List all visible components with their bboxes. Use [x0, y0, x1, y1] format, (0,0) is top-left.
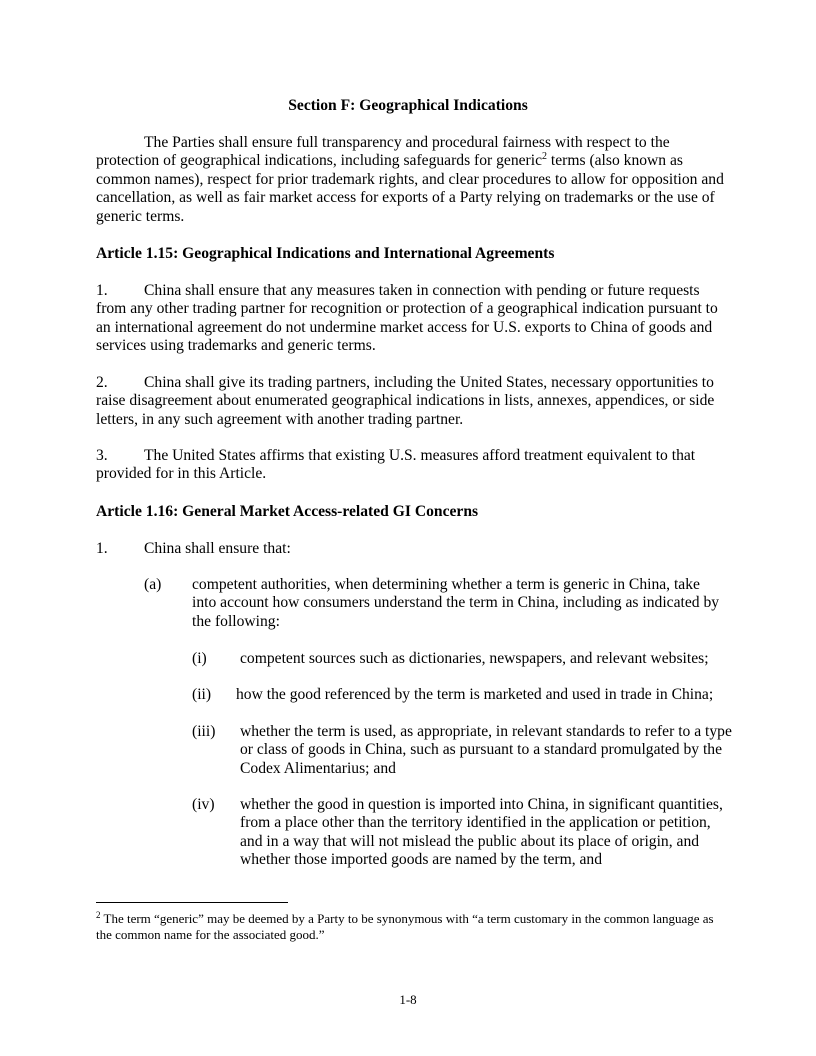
article-1-15-paragraph-3 — [96, 447, 724, 484]
sub-item-i — [192, 650, 732, 668]
paragraph-text: China shall ensure that: — [144, 540, 291, 557]
paragraph-text: The United States affirms that existing U.S. measures afford treatment equivalent to that provided for in this Article. — [96, 447, 696, 483]
paragraph-number: 1. — [96, 540, 108, 557]
sub-item-label: (ii) — [192, 686, 212, 703]
list-item-text: competent authorities, when determining whether a term is generic in China, take into account how consumers understand the term in China, including as indicated by the following: — [192, 576, 720, 630]
paragraph-number: 1. — [96, 282, 108, 299]
footnote — [96, 911, 724, 944]
sub-item-label: (iv) — [192, 796, 215, 813]
sub-item-text: whether the term is used, as appropriate, in relevant standards to refer to a type or class of goods in China, such as pursuant to a standard promulgated by the Codex Alimentarius; and — [240, 723, 732, 777]
paragraph-text: China shall ensure that any measures taken in connection with pending or future requests from any other trading partner for recognition or protection of a geographical indication pursuant to an international agreement do not undermine market access for U.S. exports to China of goods and services using trademarks and generic terms. — [96, 282, 718, 355]
sub-item-iii — [192, 723, 732, 778]
sub-item-text: how the good referenced by the term is marketed and used in trade in China; — [236, 686, 714, 703]
article-1-16-heading: Article 1.16: General Market Access-related GI Concerns — [96, 503, 479, 520]
intro-paragraph — [96, 134, 724, 226]
intro-text-after: terms (also known as common names), respect for prior trademark rights, and clear procedures to allow for opposition and cancellation, as well as fair market access for exports of a Party relying on trademarks or the use of generic terms. — [96, 152, 724, 225]
sub-item-text: whether the good in question is imported into China, in significant quantities, from a place other than the territory identified in the application or petition, and in a way that will not mislead the public about its place of origin, and whether those imported goods are named by the term, and — [240, 796, 723, 869]
sub-item-label: (iii) — [192, 723, 216, 740]
article-1-15-paragraph-2 — [96, 374, 724, 429]
footnote-separator — [96, 902, 288, 903]
page-number: 1-8 — [399, 992, 417, 1007]
paragraph-text: China shall give its trading partners, including the United States, necessary opportunities to raise disagreement about enumerated geographical indications in lists, annexes, appendices, or side letters, in any such agreement with another trading partner. — [96, 374, 715, 428]
sub-item-iv — [192, 796, 732, 870]
article-1-15-heading: Article 1.15: Geographical Indications and International Agreements — [96, 245, 555, 262]
sub-item-text: competent sources such as dictionaries, newspapers, and relevant websites; — [240, 650, 709, 667]
section-title: Section F: Geographical Indications — [288, 97, 528, 114]
footnote-marker: 2 — [96, 910, 101, 920]
intro-text-before: The Parties shall ensure full transparency and procedural fairness with respect to the protection of geographical indications, including safeguards for generic — [96, 134, 670, 170]
footnote-text: The term “generic” may be deemed by a Party to be synonymous with “a term customary in the common language as the common name for the associated good.” — [96, 911, 714, 943]
footnote-reference: 2 — [542, 151, 547, 163]
paragraph-number: 3. — [96, 447, 108, 464]
list-item-a — [144, 576, 724, 631]
list-item-label: (a) — [144, 576, 162, 593]
article-1-15-paragraph-1 — [96, 282, 724, 356]
sub-item-label: (i) — [192, 650, 207, 667]
paragraph-number: 2. — [96, 374, 108, 391]
article-1-16-paragraph-1 — [96, 540, 724, 558]
sub-item-ii — [192, 686, 732, 704]
